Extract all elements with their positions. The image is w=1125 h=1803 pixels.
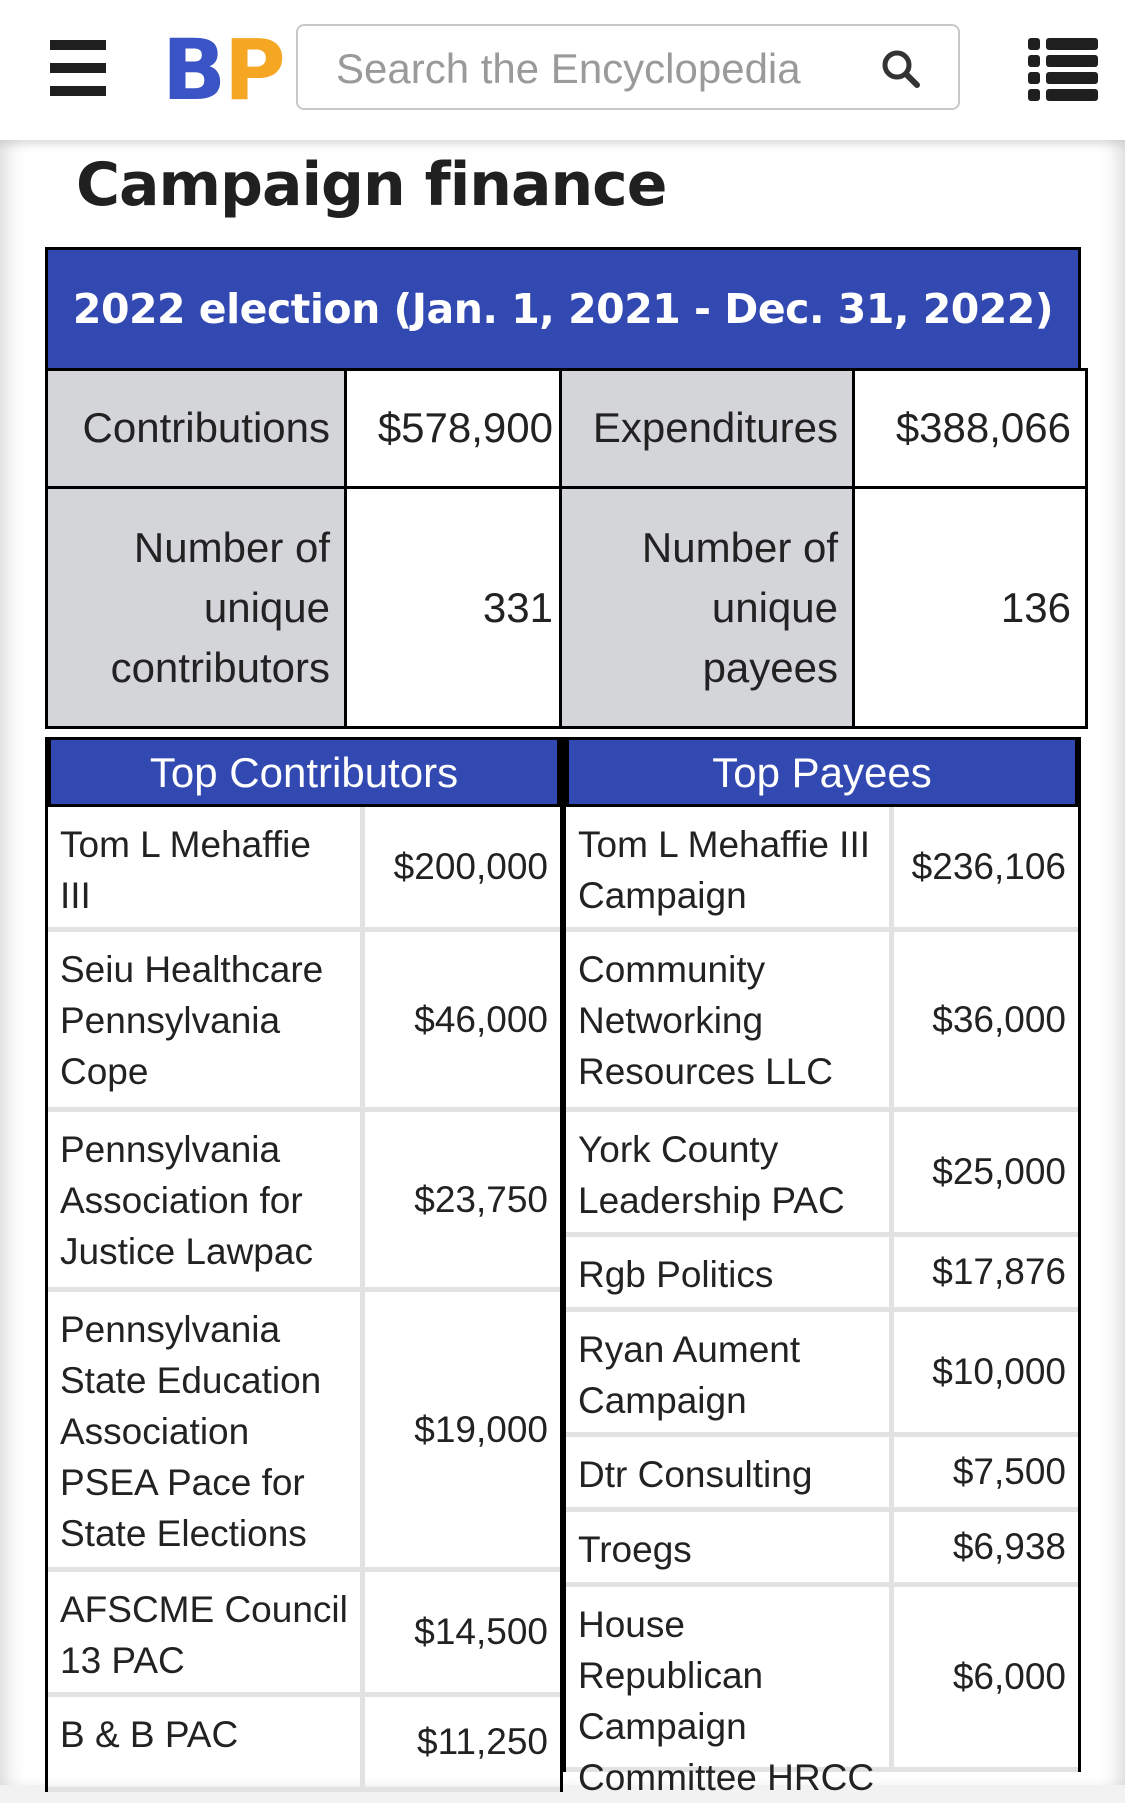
row-amount: $17,876 xyxy=(932,1251,1066,1292)
row-name: Pennsylvania State Education Association PSEA Pace for State Elections xyxy=(48,1292,365,1567)
row-amount: $11,250 xyxy=(417,1721,548,1762)
table-row xyxy=(566,1112,1078,1237)
row-amount: $236,106 xyxy=(911,846,1066,887)
table-row xyxy=(566,1512,1078,1587)
top-contributors-heading: Top Contributors xyxy=(48,737,560,807)
search-input[interactable] xyxy=(334,40,858,98)
contributions-label: Contributions xyxy=(45,368,347,489)
row-amount: $6,000 xyxy=(952,1656,1066,1697)
row-amount: $6,938 xyxy=(952,1526,1066,1567)
row-name: B & B PAC xyxy=(48,1697,365,1787)
row-amount: $200,000 xyxy=(393,846,548,887)
table-row xyxy=(48,1572,560,1697)
list-icon[interactable] xyxy=(1028,38,1098,102)
table-row xyxy=(48,1112,560,1292)
contributions-value: $578,900 xyxy=(344,368,562,489)
unique-contributors-label: Number of unique contributors xyxy=(45,486,347,729)
row-name: York County Leadership PAC xyxy=(566,1112,894,1232)
search-icon[interactable] xyxy=(880,48,920,88)
row-name: Troegs xyxy=(566,1512,894,1582)
row-amount: $46,000 xyxy=(414,998,548,1040)
row-name: Community Networking Resources LLC xyxy=(566,932,894,1107)
row-name: Tom L Mehaffie III Campaign xyxy=(566,807,894,927)
row-name: Rgb Politics xyxy=(566,1237,894,1307)
table-row xyxy=(48,1697,560,1792)
table-row xyxy=(566,932,1078,1112)
top-contributors-table xyxy=(45,737,563,1792)
unique-payees-label: Number of unique payees xyxy=(562,486,855,729)
table-row xyxy=(48,807,560,932)
row-amount: $19,000 xyxy=(414,1408,548,1450)
row-name: Tom L Mehaffie III xyxy=(48,807,365,927)
table-row xyxy=(566,1437,1078,1512)
table-row xyxy=(566,1237,1078,1312)
row-name: Ryan Aument Campaign xyxy=(566,1312,894,1432)
row-amount: $10,000 xyxy=(932,1351,1066,1392)
search-box[interactable] xyxy=(296,24,960,110)
table-row xyxy=(48,1292,560,1572)
table-row xyxy=(566,1312,1078,1437)
expenditures-value: $388,066 xyxy=(852,368,1088,489)
table-row xyxy=(48,932,560,1112)
row-name: Dtr Consulting xyxy=(566,1437,894,1507)
top-payees-table xyxy=(563,737,1081,1798)
row-amount: $23,750 xyxy=(414,1178,548,1220)
row-amount: $25,000 xyxy=(932,1151,1066,1192)
election-banner: 2022 election (Jan. 1, 2021 - Dec. 31, 2022) xyxy=(45,247,1081,371)
top-payees-heading: Top Payees xyxy=(566,737,1078,807)
unique-contributors-value: 331 xyxy=(344,486,562,729)
row-name: AFSCME Council 13 PAC xyxy=(48,1572,365,1692)
hamburger-menu-icon[interactable] xyxy=(50,40,106,96)
row-amount: $7,500 xyxy=(952,1451,1066,1492)
page-content xyxy=(0,140,1125,1798)
page-title: Campaign finance xyxy=(76,150,667,220)
row-name: Pennsylvania Association for Justice Lawpac xyxy=(48,1112,365,1287)
row-name: Seiu Healthcare Pennsylvania Cope xyxy=(48,932,365,1107)
ballotpedia-logo[interactable]: BP xyxy=(162,21,284,119)
row-amount: $36,000 xyxy=(932,998,1066,1040)
table-row xyxy=(566,807,1078,932)
unique-payees-value: 136 xyxy=(852,486,1088,729)
row-amount: $14,500 xyxy=(414,1611,548,1652)
row-name: House Republican Campaign Committee HRCC xyxy=(566,1587,894,1767)
site-header xyxy=(0,0,1125,140)
expenditures-label: Expenditures xyxy=(562,368,855,489)
table-row xyxy=(566,1587,1078,1798)
